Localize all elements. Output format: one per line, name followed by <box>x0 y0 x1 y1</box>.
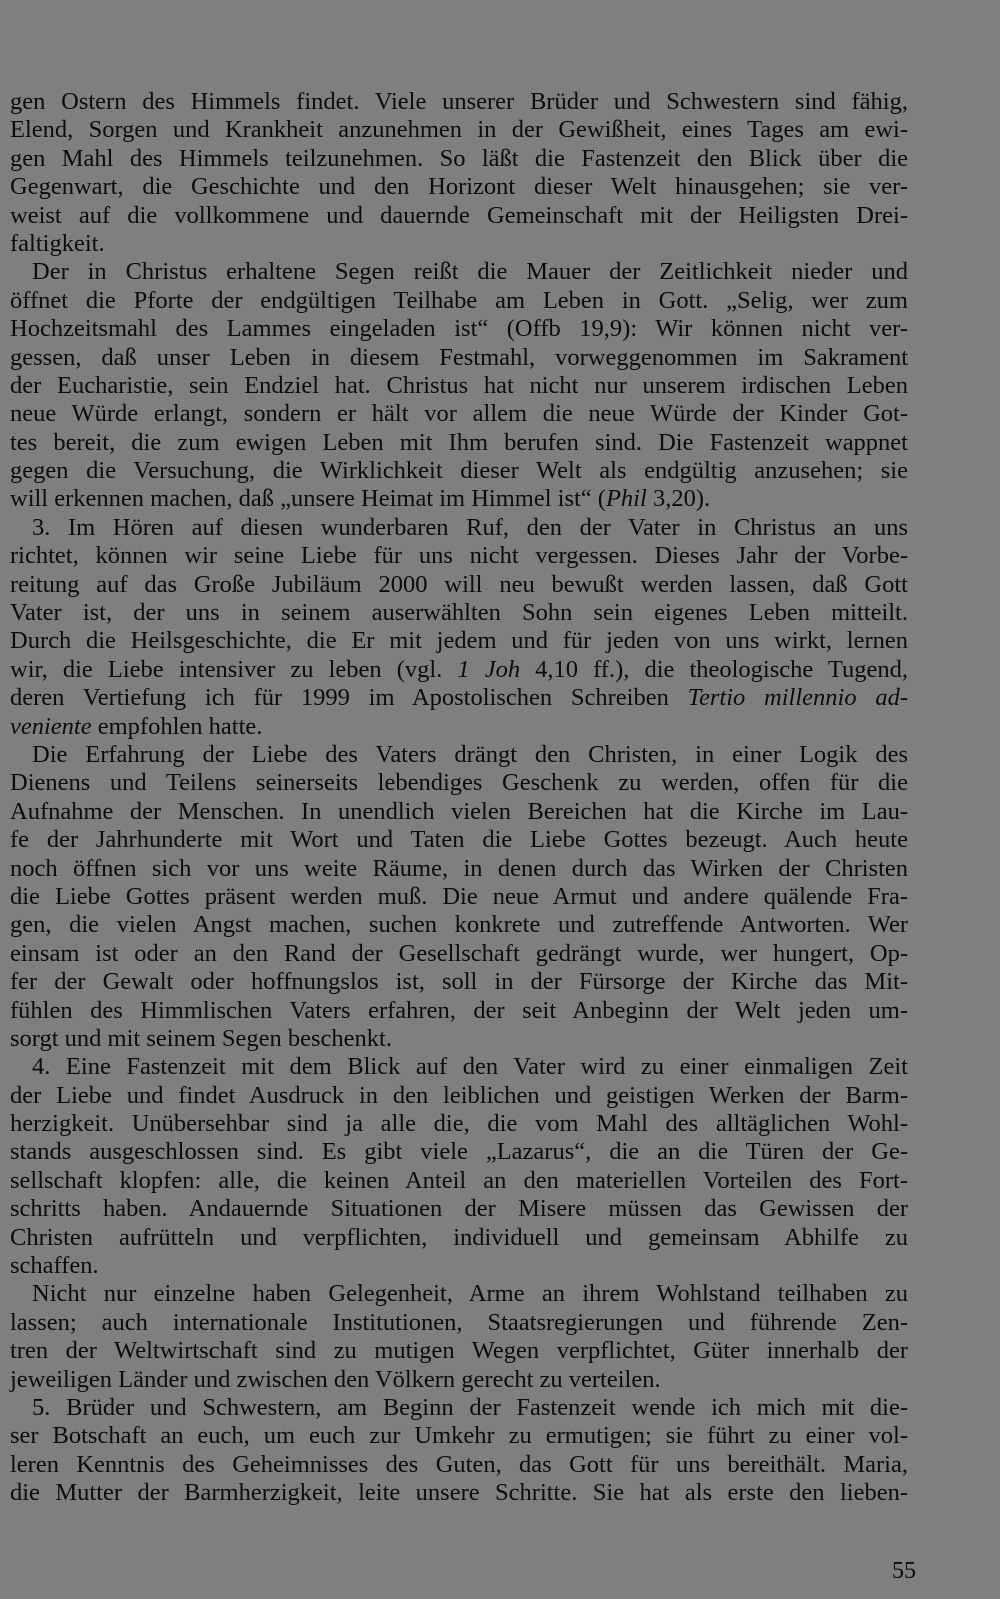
text-segment: gen Mahl des Himmels teilzunehmen. So läßt die Fastenzeit den Blick über die <box>10 144 908 172</box>
text-line <box>10 116 908 144</box>
text-line <box>10 1082 908 1110</box>
text-segment: Christen aufrütteln und verpflichten, individuell und gemeinsam Abhilfe zu <box>10 1223 908 1251</box>
text-segment: will erkennen machen, daß „unsere Heimat im Himmel ist“ ( <box>10 485 606 513</box>
text-line <box>10 599 908 627</box>
text-line <box>10 997 908 1025</box>
text-segment: öffnet die Pforte der endgültigen Teilhabe am Leben in Gott. „Selig, wer zum <box>10 286 908 314</box>
text-line <box>10 457 908 485</box>
text-segment: Vater ist, der uns in seinem auserwählten Sohn sein eigenes Leben mitteilt. <box>10 599 908 627</box>
text-segment: Der in Christus erhaltene Segen reißt die Mauer der Zeitlichkeit nieder und <box>32 258 908 286</box>
text-line <box>10 1110 908 1138</box>
text-segment: noch öffnen sich vor uns weite Räume, in denen durch das Wirken der Christen <box>10 854 908 882</box>
text-line <box>10 1394 908 1422</box>
text-line <box>10 1366 908 1394</box>
text-line <box>10 1252 908 1280</box>
text-segment: gen Ostern des Himmels findet. Viele unserer Brüder und Schwestern sind fähig, <box>10 88 908 115</box>
text-line <box>10 826 908 854</box>
text-segment: tren der Weltwirtschaft sind zu mutigen Wegen verpflichtet, Güter innerhalb der <box>10 1337 908 1365</box>
text-segment: einsam ist oder an den Rand der Gesellschaft gedrängt wurde, wer hungert, Op- <box>10 939 908 967</box>
text-line <box>10 798 908 826</box>
text-line <box>10 485 908 513</box>
text-segment: wir, die Liebe intensiver zu leben (vgl. <box>10 655 458 683</box>
text-segment: Aufnahme der Menschen. In unendlich vielen Bereichen hat die Kirche im Lau- <box>10 797 908 825</box>
text-segment: sorgt und mit seinem Segen beschenkt. <box>10 1024 392 1052</box>
text-line <box>10 1337 908 1365</box>
text-line <box>10 88 908 116</box>
page-number: 55 <box>892 1558 916 1584</box>
text-line <box>10 145 908 173</box>
text-segment: lassen; auch internationale Institutionen, Staatsregierungen und führende Zen- <box>10 1308 908 1336</box>
text-line <box>10 173 908 201</box>
italic-reference: 1 Joh <box>457 655 521 683</box>
text-segment: neue Würde erlangt, sondern er hält vor allem die neue Würde der Kinder Got- <box>10 400 908 428</box>
italic-reference: Tertio millennio ad- <box>687 684 908 712</box>
text-line <box>10 713 908 741</box>
text-line <box>10 741 908 769</box>
text-segment: der Liebe und findet Ausdruck in den leiblichen und geistigen Werken der Barm- <box>10 1081 908 1109</box>
text-line <box>10 855 908 883</box>
text-line <box>10 344 908 372</box>
text-line <box>10 1451 908 1479</box>
text-segment: leren Kenntnis des Geheimnisses des Guten, das Gott für uns bereithält. Maria, <box>10 1450 908 1478</box>
italic-reference: Phil <box>605 485 647 513</box>
text-segment: gen, die vielen Angst machen, suchen konkrete und zutreffende Antworten. Wer <box>10 911 908 939</box>
text-line <box>10 287 908 315</box>
text-segment: sellschaft klopfen: alle, die keinen Anteil an den materiellen Vorteilen des Fort- <box>10 1166 908 1194</box>
text-line <box>10 372 908 400</box>
text-segment: tes bereit, die zum ewigen Leben mit Ihm berufen sind. Die Fastenzeit wappnet <box>10 428 908 456</box>
text-line <box>10 1479 908 1507</box>
text-segment: schaffen. <box>10 1252 99 1280</box>
text-line <box>10 230 908 258</box>
text-line <box>10 571 908 599</box>
text-segment: Dienens und Teilens seinerseits lebendiges Geschenk zu werden, offen für die <box>10 769 908 797</box>
text-segment: stands ausgeschlossen sind. Es gibt viele „Lazarus“, die an die Türen der Ge- <box>10 1138 908 1166</box>
text-line <box>10 1167 908 1195</box>
text-segment: herzigkeit. Unübersehbar sind ja alle die, die vom Mahl des alltäglichen Wohl- <box>10 1110 908 1138</box>
text-segment: fer der Gewalt oder hoffnungslos ist, soll in der Fürsorge der Kirche das Mit- <box>10 968 908 996</box>
text-line <box>10 1280 908 1308</box>
text-segment: 3,20). <box>646 485 711 513</box>
text-segment: 5. Brüder und Schwestern, am Beginn der Fastenzeit wende ich mich mit die- <box>32 1393 908 1421</box>
text-line <box>10 429 908 457</box>
text-segment: faltigkeit. <box>10 229 105 257</box>
text-line <box>10 1138 908 1166</box>
text-line <box>10 883 908 911</box>
text-segment: gegen die Versuchung, die Wirklichkeit dieser Welt als endgültig anzusehen; sie <box>10 457 908 485</box>
text-segment: Gegenwart, die Geschichte und den Horizont dieser Welt hinausgehen; sie ver- <box>10 173 908 201</box>
text-segment: die Liebe Gottes präsent werden muß. Die neue Armut und andere quälende Fra- <box>10 882 908 910</box>
text-segment: fühlen des Himmlischen Vaters erfahren, der seit Anbeginn der Welt jeden um- <box>10 996 908 1024</box>
text-line <box>10 911 908 939</box>
body-text <box>10 88 908 1508</box>
text-line <box>10 400 908 428</box>
text-segment: schritts haben. Andauernde Situationen der Misere müssen das Gewissen der <box>10 1195 908 1223</box>
text-line <box>10 258 908 286</box>
text-segment: gessen, daß unser Leben in diesem Festmahl, vorweggenommen im Sakrament <box>10 343 908 371</box>
text-line <box>10 202 908 230</box>
text-segment: weist auf die vollkommene und dauernde Gemeinschaft mit der Heiligsten Drei- <box>10 201 908 229</box>
text-segment: Elend, Sorgen und Krankheit anzunehmen in der Gewißheit, eines Tages am ewi- <box>10 116 908 144</box>
text-line <box>10 1224 908 1252</box>
text-segment: Die Erfahrung der Liebe des Vaters drängt den Christen, in einer Logik des <box>32 740 908 768</box>
text-line <box>10 1309 908 1337</box>
text-line <box>10 542 908 570</box>
text-segment: die Mutter der Barmherzigkeit, leite unsere Schritte. Sie hat als erste den lieben- <box>10 1479 908 1507</box>
text-line <box>10 1195 908 1223</box>
text-line <box>10 514 908 542</box>
text-segment: ser Botschaft an euch, um euch zur Umkehr zu ermutigen; sie führt zu einer vol- <box>10 1422 908 1450</box>
text-segment: 3. Im Hören auf diesen wunderbaren Ruf, den der Vater in Christus an uns <box>32 513 908 541</box>
text-segment: richtet, können wir seine Liebe für uns nicht vergessen. Dieses Jahr der Vorbe- <box>10 542 908 570</box>
text-segment: Nicht nur einzelne haben Gelegenheit, Arme an ihrem Wohlstand teilhaben zu <box>32 1280 908 1308</box>
text-line <box>10 769 908 797</box>
text-segment: reitung auf das Große Jubiläum 2000 will neu bewußt werden lassen, daß Gott <box>10 570 908 598</box>
text-segment: der Eucharistie, sein Endziel hat. Christus hat nicht nur unserem irdischen Leben <box>10 371 908 399</box>
text-line <box>10 1422 908 1450</box>
text-line <box>10 1025 908 1053</box>
text-line <box>10 968 908 996</box>
text-line <box>10 1053 908 1081</box>
text-segment: Hochzeitsmahl des Lammes eingeladen ist“ (Offb 19,9): Wir können nicht ver- <box>10 315 908 343</box>
text-segment: jeweiligen Länder und zwischen den Völkern gerecht zu verteilen. <box>10 1365 661 1393</box>
text-segment: 4,10 ff.), die theologische Tugend, <box>520 655 908 683</box>
text-line <box>10 315 908 343</box>
text-segment: empfohlen hatte. <box>91 712 263 740</box>
text-line <box>10 940 908 968</box>
italic-reference: veniente <box>10 712 92 740</box>
text-segment: 4. Eine Fastenzeit mit dem Blick auf den Vater wird zu einer einmaligen Zeit <box>32 1053 908 1081</box>
text-segment: Durch die Heilsgeschichte, die Er mit jedem und für jeden von uns wirkt, lernen <box>10 627 908 655</box>
text-segment: fe der Jahrhunderte mit Wort und Taten die Liebe Gottes bezeugt. Auch heute <box>10 826 908 854</box>
text-segment: deren Vertiefung ich für 1999 im Apostolischen Schreiben <box>10 684 688 712</box>
text-line <box>10 656 908 684</box>
text-line <box>10 684 908 712</box>
text-line <box>10 627 908 655</box>
